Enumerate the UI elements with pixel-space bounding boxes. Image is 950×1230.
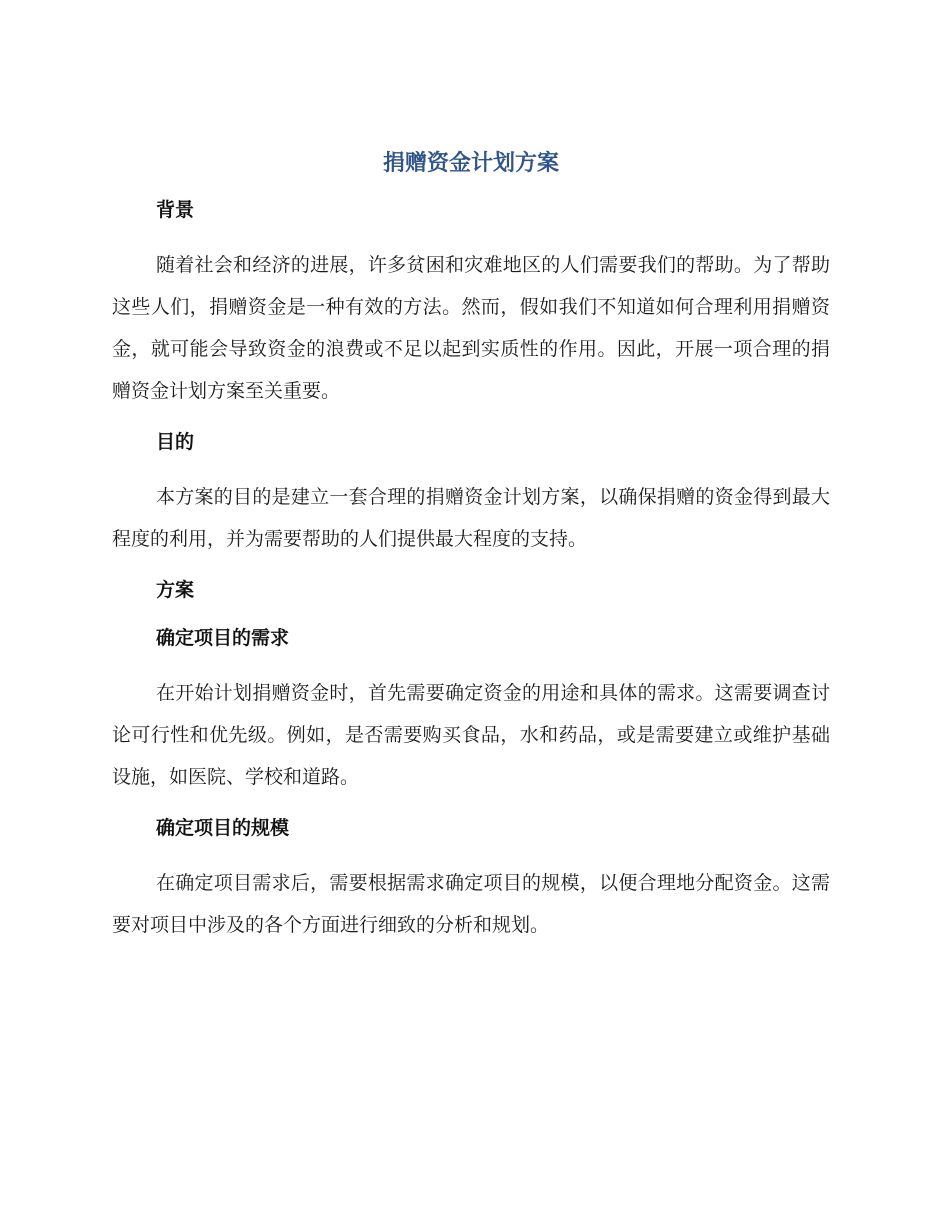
paragraph-scale: 在确定项目需求后，需要根据需求确定项目的规模，以便合理地分配资金。这需要对项目中涉及的各个方面进行细致的分析和规划。: [112, 872, 830, 936]
paragraph-background: 随着社会和经济的进展，许多贫困和灾难地区的人们需要我们的帮助。为了帮助这些人们，捐赠资金是一种有效的方法。然而，假如我们不知道如何合理利用捐赠资金，就可能会导致资金的浪费或不足以起到实质性的作用。因此，开展一项合理的捐赠资金计划方案至关重要。: [112, 254, 830, 402]
paragraph-needs: 在开始计划捐赠资金时，首先需要确定资金的用途和具体的需求。这需要调查讨论可行性和优先级。例如，是否需要购买食品，水和药品，或是需要建立或维护基础设施，如医院、学校和道路。: [112, 682, 830, 788]
paragraph-purpose: 本方案的目的是建立一套合理的捐赠资金计划方案，以确保捐赠的资金得到最大程度的利用，并为需要帮助的人们提供最大程度的支持。: [112, 486, 830, 550]
document-title: 捐赠资金计划方案: [382, 151, 559, 176]
subsection-heading-scale: 确定项目的规模: [156, 817, 290, 839]
section-heading-purpose: 目的: [156, 431, 195, 453]
document-page: [112, 148, 830, 962]
section-heading-plan: 方案: [156, 579, 195, 601]
section-heading-background: 背景: [156, 199, 195, 221]
subsection-heading-needs: 确定项目的需求: [156, 627, 290, 649]
